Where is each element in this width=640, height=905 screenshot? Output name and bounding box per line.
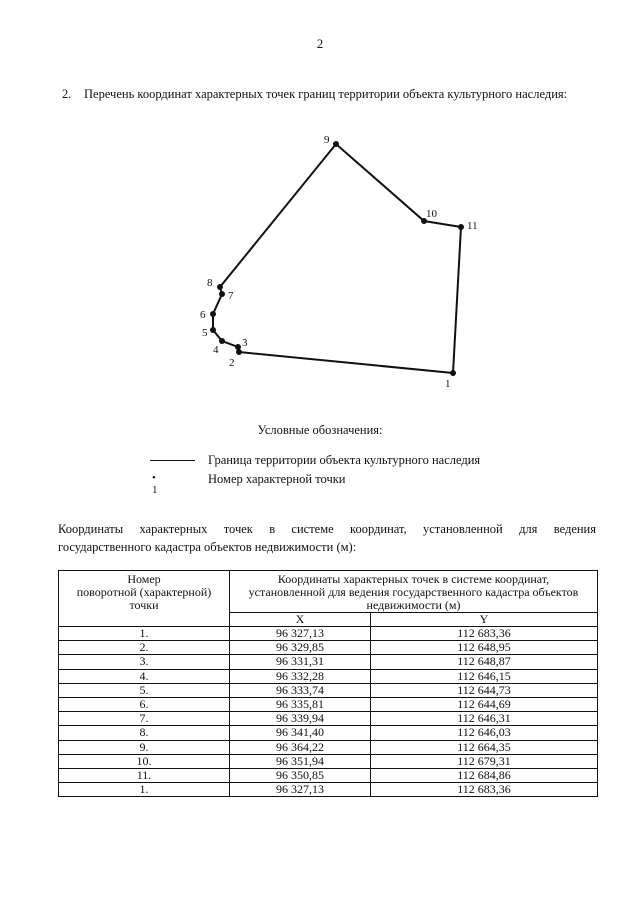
cell-x: 96 351,94 [230,754,371,768]
legend-point-sample: • 1 [152,472,163,496]
section-number: 2. [62,87,72,101]
cell-x: 96 332,28 [230,669,371,683]
header-y: Y [371,613,598,627]
boundary-point [217,284,223,290]
cell-y: 112 648,87 [371,655,598,669]
legend-point-text: Номер характерной точки [208,472,346,486]
cell-y: 112 648,95 [371,641,598,655]
header-coordinates-line: Координаты характерных точек в системе координат, [277,572,550,586]
cell-point-number: 3. [59,655,230,669]
cell-point-number: 9. [59,740,230,754]
cell-point-number: 7. [59,712,230,726]
point-label: 5 [202,327,208,339]
cell-y: 112 679,31 [371,754,598,768]
cell-point-number: 1. [59,783,230,797]
boundary-scheme [0,0,640,410]
header-coordinates [230,571,598,613]
point-label: 6 [200,309,206,321]
cell-point-number: 4. [59,669,230,683]
boundary-point [219,338,225,344]
legend-boundary-text: Граница территории объекта культурного наследия [208,453,481,467]
cell-y: 112 683,36 [371,783,598,797]
cell-point-number: 1. [59,627,230,641]
point-label: 2 [229,357,235,369]
boundary-point [235,344,241,350]
cell-y: 112 646,15 [371,669,598,683]
boundary-points [210,141,464,376]
cell-point-number: 10. [59,754,230,768]
header-point-number-line: поворотной (характерной) [76,585,212,599]
cell-x: 96 364,22 [230,740,371,754]
cell-x: 96 327,13 [230,783,371,797]
point-label: 3 [242,337,248,349]
boundary-point [219,291,225,297]
point-label: 1 [445,378,451,390]
point-label: 10 [426,208,437,220]
cell-y: 112 664,35 [371,740,598,754]
table-row [59,740,598,754]
legend-title: Условные обозначения: [257,423,383,437]
cell-point-number: 11. [59,768,230,782]
intro-line-1: Координаты характерных точек в системе координат, установленной для ведения [58,522,596,536]
table-row [59,697,598,711]
cell-y: 112 646,31 [371,712,598,726]
header-point-number [59,571,230,627]
boundary-point [333,141,339,147]
boundary-point [236,349,242,355]
cell-y: 112 644,73 [371,683,598,697]
boundary-point [210,327,216,333]
section-heading-text: Перечень координат характерных точек границ территории объекта культурного наследия: [84,87,568,101]
table-row [59,768,598,782]
table-row [59,754,598,768]
coordinates-table [58,570,598,797]
table-row [59,783,598,797]
cell-point-number: 6. [59,697,230,711]
table-row [59,683,598,697]
boundary-point [458,224,464,230]
table-row [59,726,598,740]
intro-paragraph [58,520,596,556]
header-point-number-line: точки [129,598,159,612]
table-row [59,627,598,641]
cell-x: 96 339,94 [230,712,371,726]
table-row [59,712,598,726]
cell-x: 96 331,31 [230,655,371,669]
cell-point-number: 8. [59,726,230,740]
cell-x: 96 335,81 [230,697,371,711]
cell-point-number: 5. [59,683,230,697]
cell-x: 96 350,85 [230,768,371,782]
cell-y: 112 684,86 [371,768,598,782]
boundary-line [213,144,461,373]
intro-line-2: государственного кадастра объектов недвижимости (м): [58,540,357,554]
header-coordinates-line: недвижимости (м) [366,598,461,612]
cell-x: 96 341,40 [230,726,371,740]
boundary-point [210,311,216,317]
table-row [59,655,598,669]
cell-y: 112 683,36 [371,627,598,641]
table-row [59,641,598,655]
cell-y: 112 646,03 [371,726,598,740]
cell-x: 96 327,13 [230,627,371,641]
boundary-point [450,370,456,376]
point-label: 11 [467,220,478,232]
page-number: 2 [316,36,324,51]
header-point-number-line: Номер [127,572,161,586]
table-row [59,669,598,683]
header-coordinates-line: установленной для ведения государственного кадастра объектов [248,585,579,599]
cell-y: 112 644,69 [371,697,598,711]
cell-x: 96 333,74 [230,683,371,697]
point-label: 7 [228,290,234,302]
point-label: 9 [324,134,330,146]
cell-x: 96 329,85 [230,641,371,655]
point-label: 8 [207,277,213,289]
header-x: X [230,613,371,627]
legend-line-sample [150,460,195,461]
cell-point-number: 2. [59,641,230,655]
point-label: 4 [213,344,219,356]
